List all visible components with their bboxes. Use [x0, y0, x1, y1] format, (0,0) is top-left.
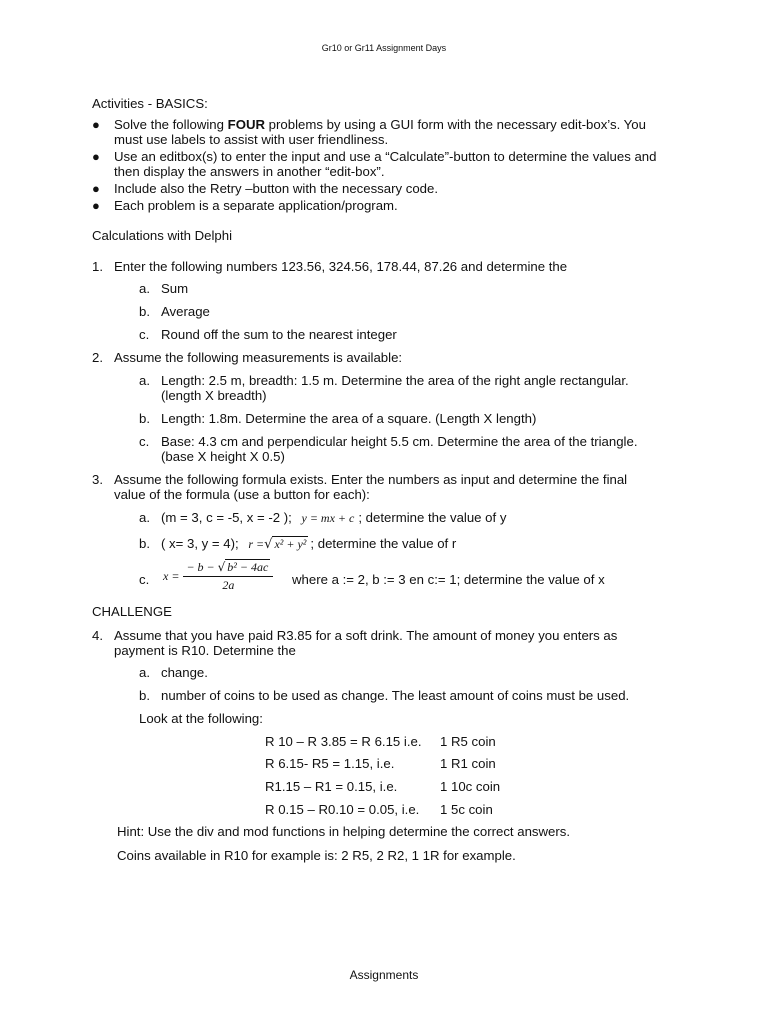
question-4-number: 4.: [92, 628, 103, 643]
q4-item-text: change.: [161, 665, 208, 680]
q2-item-text: Length: 1.8m. Determine the area of a square. (Length X length): [161, 411, 537, 426]
q3-item-label: c.: [139, 572, 150, 587]
calc-row-expression: R1.15 – R1 = 0.15, i.e.: [265, 779, 398, 794]
hint-text: Hint: Use the div and mod functions in helping determine the correct answers.: [117, 824, 571, 839]
calc-row-expression: R 0.15 – R0.10 = 0.05, i.e.: [265, 802, 420, 817]
bullet-item: Include also the Retry –button with the necessary code.: [114, 181, 439, 196]
look-at-following: Look at the following:: [139, 711, 263, 726]
quadratic-formula: [163, 560, 273, 593]
activities-heading: Activities - BASICS:: [92, 96, 208, 111]
quadratic-radicand: b² − 4ac: [227, 560, 269, 574]
q2-item-label: b.: [139, 411, 150, 426]
page-header: Gr10 or Gr11 Assignment Days: [321, 43, 447, 53]
q2-item-label: c.: [139, 434, 150, 449]
question-3-text: Assume the following formula exists. Enter the numbers as input and determine the final: [114, 472, 628, 487]
q4-item-text: number of coins to be used as change. The least amount of coins must be used.: [161, 688, 630, 703]
question-4-text: payment is R10. Determine the: [114, 643, 296, 658]
quadratic-numerator-text: − b −: [186, 560, 215, 574]
calc-row-coin: 1 R5 coin: [440, 734, 496, 749]
question-3-number: 3.: [92, 472, 103, 487]
challenge-heading: CHALLENGE: [92, 604, 172, 619]
question-3-text: value of the formula (use a button for each):: [114, 487, 370, 502]
question-2-text: Assume the following measurements is available:: [114, 350, 403, 365]
calc-row-coin: 1 10c coin: [440, 779, 501, 794]
radius-formula-left: r =: [248, 537, 265, 551]
quadratic-formula-left: x =: [163, 569, 180, 583]
radius-formula-radicand: x² + y²: [274, 537, 307, 551]
bullet-item: Each problem is a separate application/program.: [114, 198, 398, 213]
coins-available-text: Coins available in R10 for example is: 2 R5, 2 R2, 1 1R for example.: [117, 848, 516, 863]
bullet-text: problems by using a GUI form with the necessary edit-box’s. You must use labels to assist with user friendliness.: [114, 117, 646, 147]
q2-item-text: (length X breadth): [161, 388, 267, 403]
quadratic-numerator: [183, 560, 273, 577]
q3c-instruction: where a := 2, b := 3 en c:= 1; determine the value of x: [292, 572, 605, 587]
quadratic-denominator: 2a: [222, 578, 235, 592]
bullet-item: [114, 117, 676, 147]
calc-row-coin: 1 5c coin: [440, 802, 493, 817]
q3a-given: (m = 3, c = -5, x = -2 );: [161, 510, 292, 525]
q2-item-label: a.: [139, 373, 150, 388]
q3-item-b: [161, 536, 456, 552]
bullet-bold-text: FOUR: [227, 117, 266, 132]
q3b-given: ( x= 3, y = 4);: [161, 536, 239, 551]
q3-item-a: [161, 510, 506, 526]
q1-item-label: c.: [139, 327, 150, 342]
q1-item-text: Average: [161, 304, 210, 319]
bullet-icon: ●: [92, 149, 100, 164]
q1-item-label: a.: [139, 281, 150, 296]
q4-item-label: a.: [139, 665, 150, 680]
quadratic-fraction: [183, 560, 273, 593]
question-4-text: Assume that you have paid R3.85 for a soft drink. The amount of money you enters as: [114, 628, 618, 643]
linear-formula: y = mx + c: [301, 511, 355, 525]
q2-item-text: (base X height X 0.5): [161, 449, 285, 464]
q3-item-label: a.: [139, 510, 150, 525]
bullet-text: Solve the following: [114, 117, 228, 132]
q1-item-text: Round off the sum to the nearest integer: [161, 327, 397, 342]
bullet-item: Use an editbox(s) to enter the input and use a “Calculate”-button to determine the values and then display the answers in another “edit-box”.: [114, 149, 657, 179]
calc-row-expression: R 10 – R 3.85 = R 6.15 i.e.: [265, 734, 422, 749]
q1-item-text: Sum: [161, 281, 189, 296]
q3b-instruction: ; determine the value of r: [310, 536, 457, 551]
question-1-text: Enter the following numbers 123.56, 324.56, 178.44, 87.26 and determine the: [114, 259, 568, 274]
square-root-icon: √: [217, 560, 226, 574]
bullet-icon: ●: [92, 198, 100, 213]
page-footer: Assignments: [349, 968, 419, 982]
q3-item-label: b.: [139, 536, 150, 551]
q2-item-text: Base: 4.3 cm and perpendicular height 5.5 cm. Determine the area of the triangle.: [161, 434, 638, 449]
q4-item-label: b.: [139, 688, 150, 703]
question-2-number: 2.: [92, 350, 103, 365]
q3a-instruction: ; determine the value of y: [358, 510, 507, 525]
calculations-heading: Calculations with Delphi: [92, 228, 233, 243]
q1-item-label: b.: [139, 304, 150, 319]
square-root-icon: √: [264, 537, 273, 552]
q2-item-text: Length: 2.5 m, breadth: 1.5 m. Determine the area of the right angle rectangular.: [161, 373, 629, 388]
bullet-icon: ●: [92, 117, 100, 132]
calc-row-coin: 1 R1 coin: [440, 756, 496, 771]
calc-row-expression: R 6.15- R5 = 1.15, i.e.: [265, 756, 395, 771]
bullet-icon: ●: [92, 181, 100, 196]
question-1-number: 1.: [92, 259, 103, 274]
